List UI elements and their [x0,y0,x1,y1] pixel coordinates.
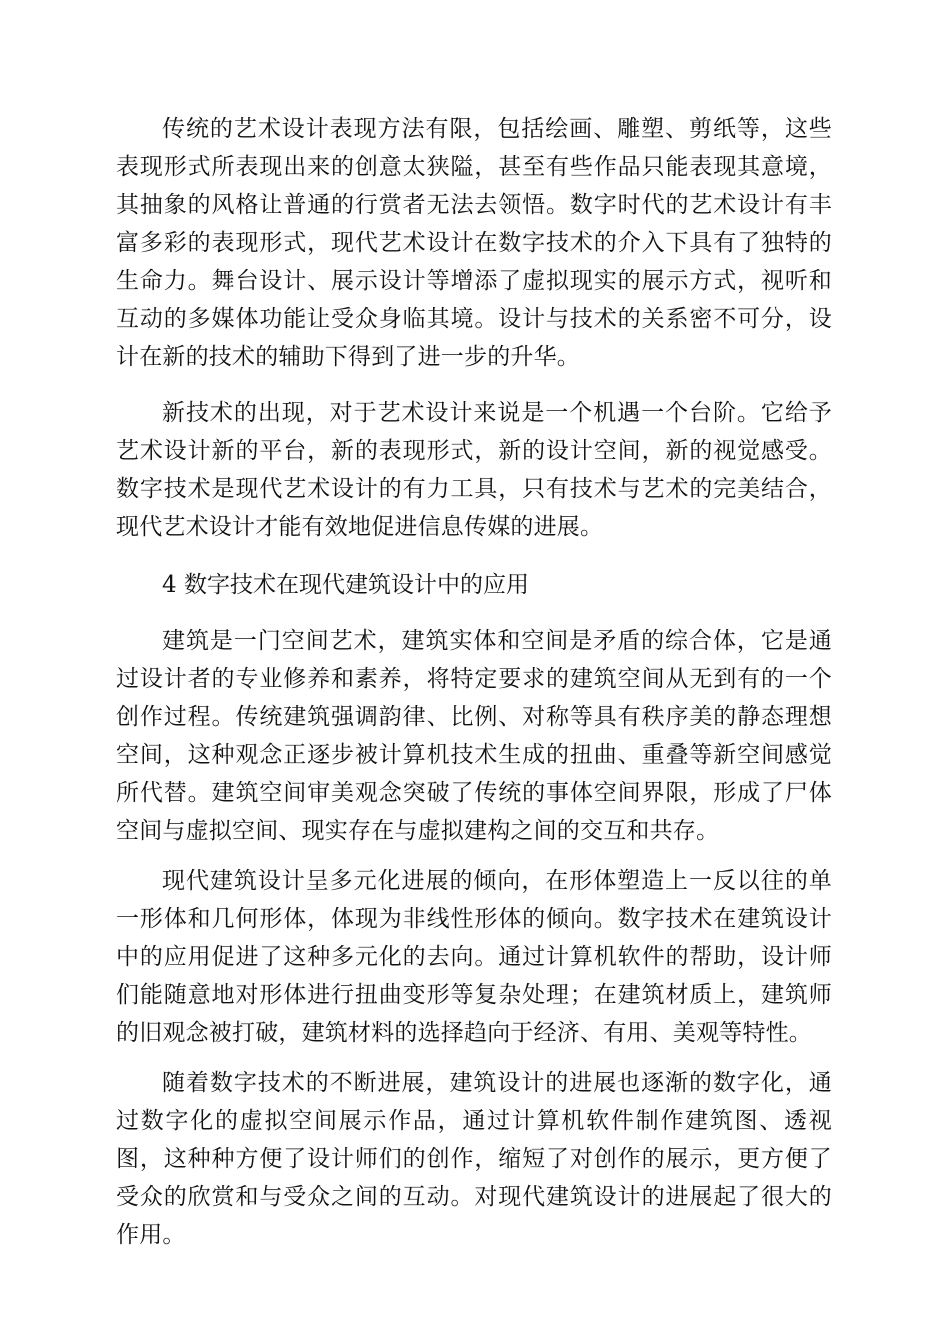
paragraph-architecture-space-art: 建筑是一门空间艺术，建筑实体和空间是矛盾的综合体，它是通过设计者的专业修养和素养，将特定要求的建筑空间从无到有的一个创作过程。传统建筑强调韵律、比例、对称等具有秩序美的静态理想空间，这种观念正逐步被计算机技术生成的扭曲、重叠等新空间感觉所代替。建筑空间审美观念突破了传统的事体空间界限，形成了尸体空间与虚拟空间、现实存在与虚拟建构之间的交互和共存。 [116,628,832,844]
paragraph-modern-architecture-trend: 现代建筑设计呈多元化进展的倾向，在形体塑造上一反以往的单一形体和几何形体，体现为非线性形体的倾向。数字技术在建筑设计中的应用促进了这种多元化的去向。通过计算机软件的帮助，设计师们能随意地对形体进行扭曲变形等复杂处理；在建筑材质上，建筑师的旧观念被打破，建筑材料的选择趋向于经济、有用、美观等特性。 [116,868,832,1046]
paragraph-traditional-art-design: 传统的艺术设计表现方法有限，包括绘画、雕塑、剪纸等，这些表现形式所表现出来的创意太狭隘，甚至有些作品只能表现其意境，其抽象的风格让普通的行赏者无法去领悟。数字时代的艺术设计有丰富多彩的表现形式，现代艺术设计在数字技术的介入下具有了独特的生命力。舞台设计、展示设计等增添了虚拟现实的展示方式，视听和互动的多媒体功能让受众身临其境。设计与技术的关系密不可分，设计在新的技术的辅助下得到了进一步的升华。 [116,116,832,370]
section-heading: 4 数字技术在现代建筑设计中的应用 [162,572,529,598]
paragraph-new-technology: 新技术的出现，对于艺术设计来说是一个机遇一个台阶。它给予艺术设计新的平台，新的表现形式，新的设计空间，新的视觉感受。数字技术是现代艺术设计的有力工具，只有技术与艺术的完美结合，现代艺术设计才能有效地促进信息传媒的进展。 [116,400,832,540]
paragraph-digital-architecture-progress: 随着数字技术的不断进展，建筑设计的进展也逐渐的数字化，通过数字化的虚拟空间展示作品，通过计算机软件制作建筑图、透视图，这种种方便了设计师们的创作，缩短了对创作的展示，更方便了受众的欣赏和与受众之间的互动。对现代建筑设计的进展起了很大的作用。 [116,1070,832,1248]
